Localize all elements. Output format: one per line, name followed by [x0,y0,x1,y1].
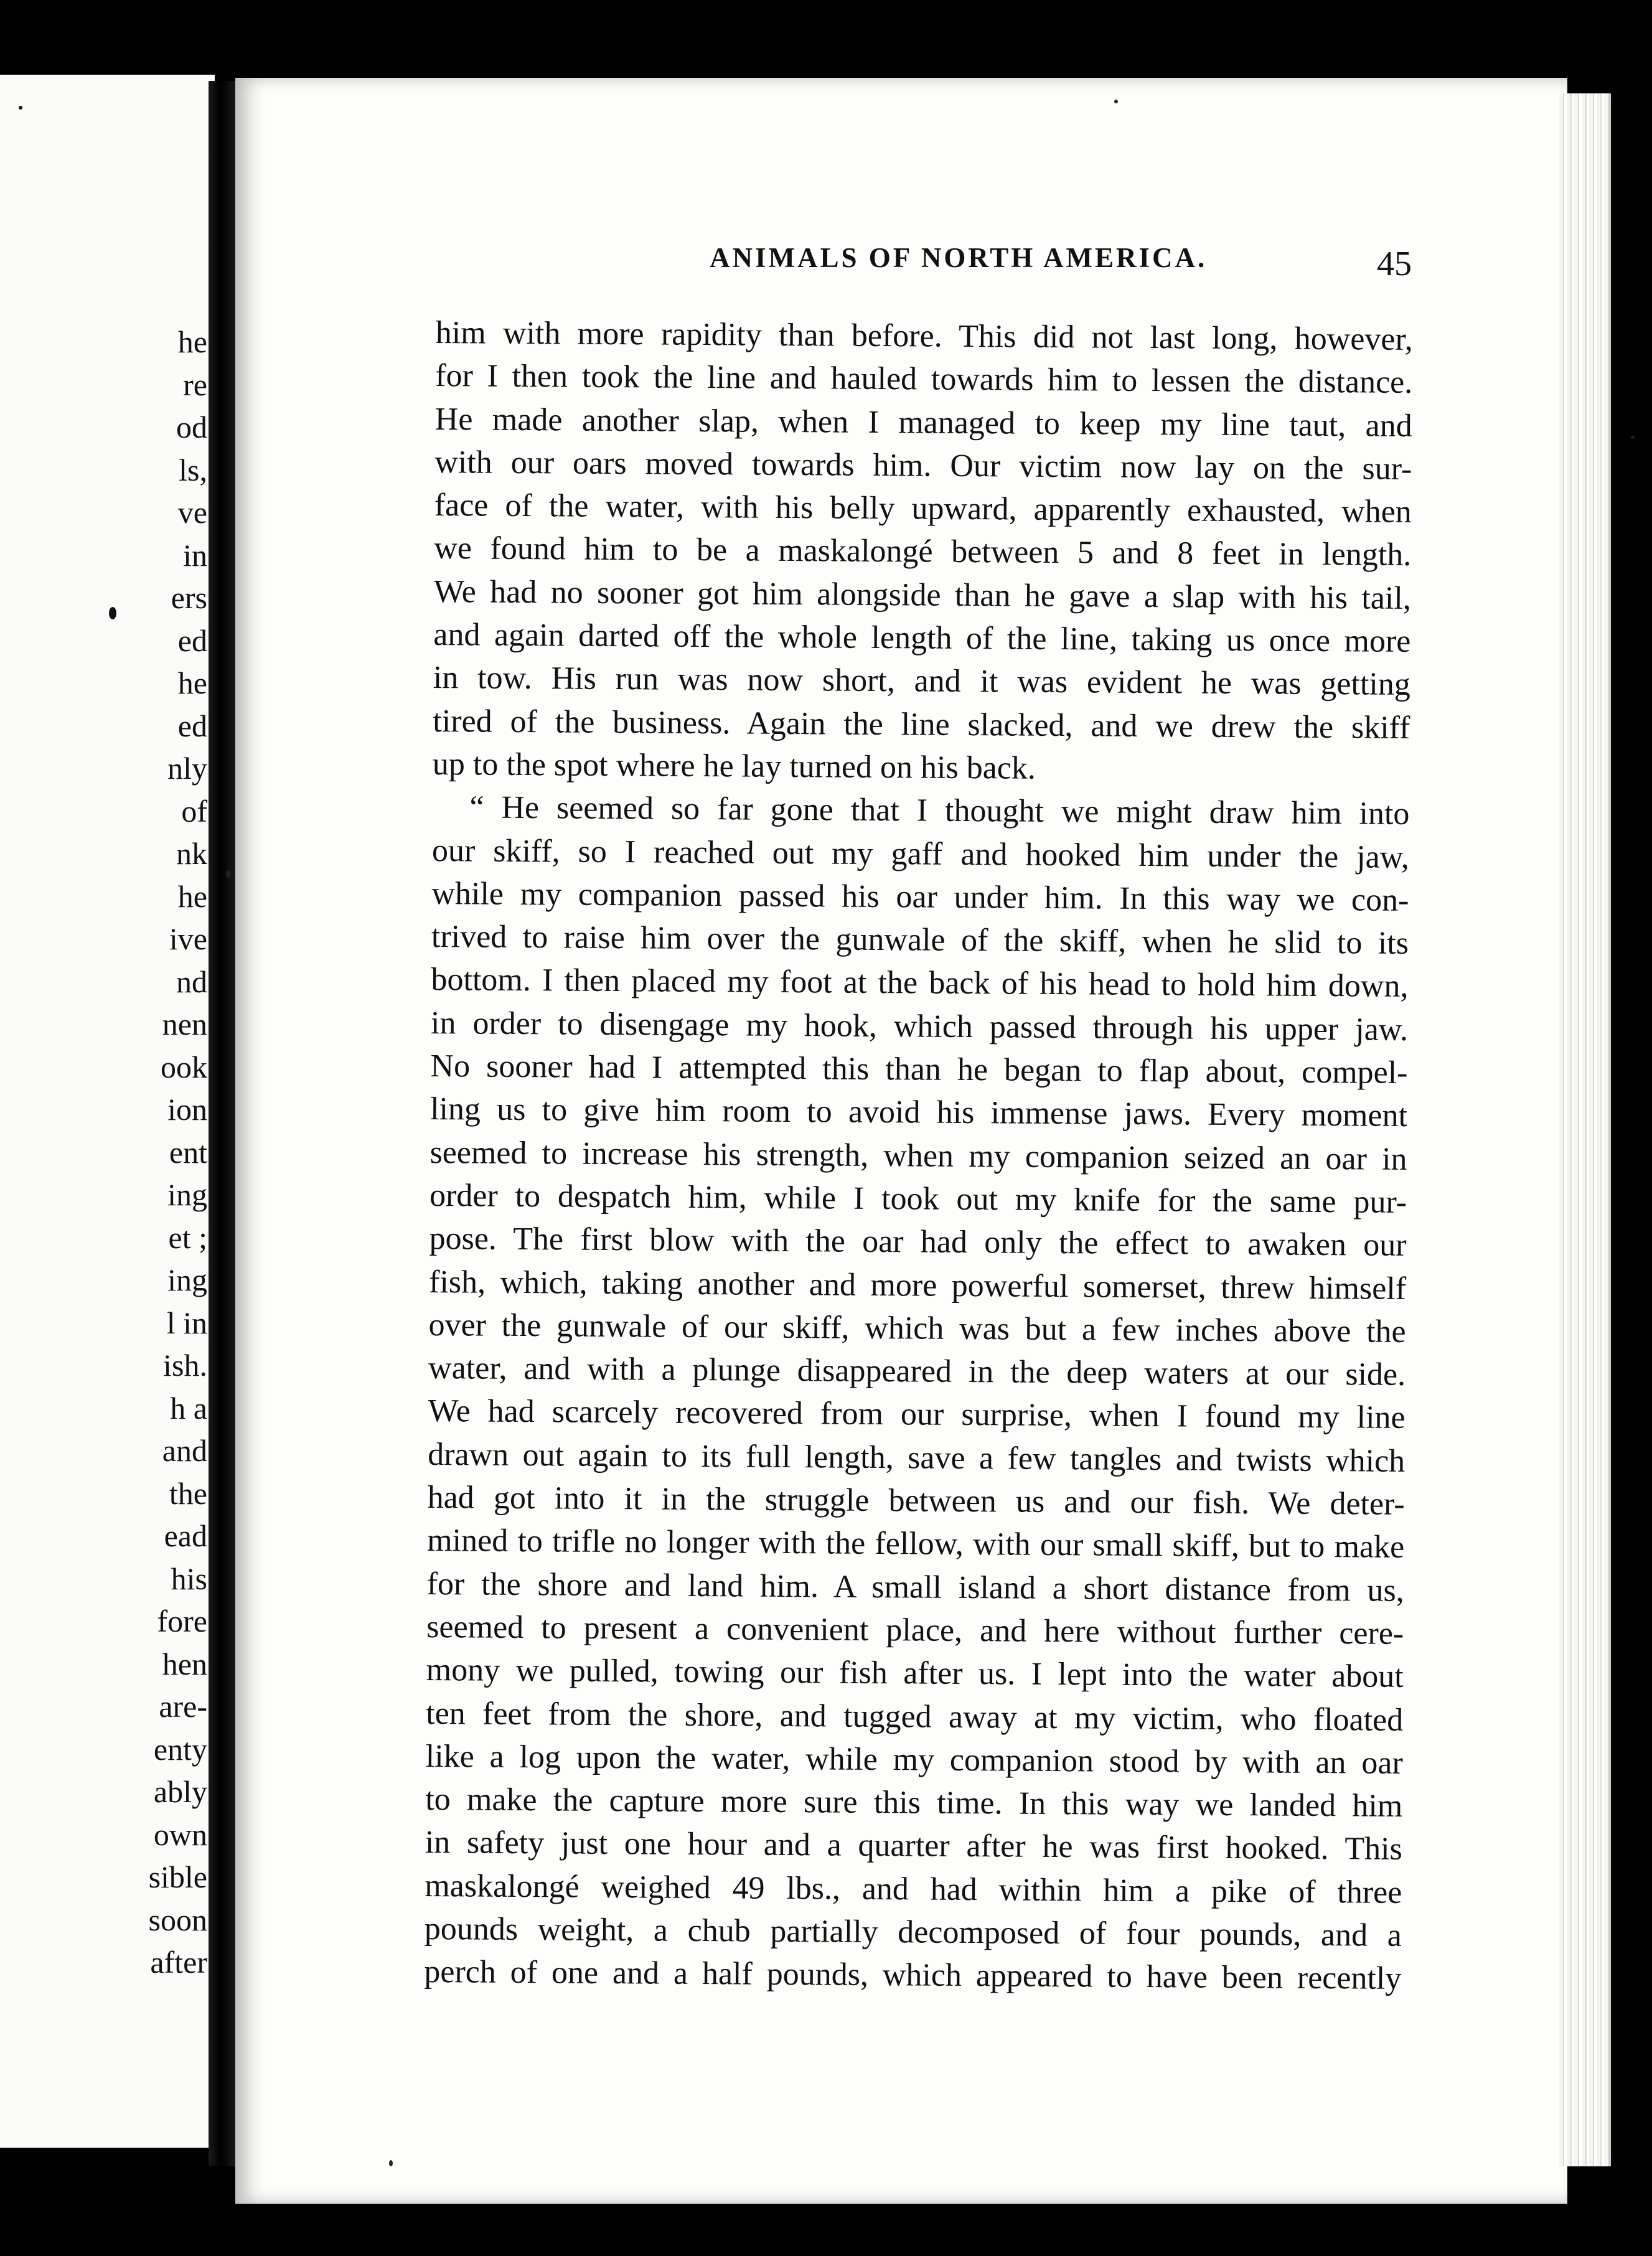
left-page-fragment: fore [157,1604,207,1638]
left-page-fragment: ls, [179,452,207,487]
left-page-fragment: ion [167,1092,207,1127]
left-page-fragment: ish. [163,1348,207,1383]
left-page-fragment: h a [170,1390,207,1426]
text-line: fish, which, taking another and more powerful somerset, threw himself [428,1264,1407,1307]
left-page-fragment: ing [167,1262,207,1297]
left-page-fragment: he [177,324,207,359]
page-number: 45 [1377,245,1412,283]
left-page-fragment: nk [176,836,207,871]
left-page-fragment: nd [176,964,207,999]
text-line: bottom. I then placed my foot at the back of his head to hold him down, [431,962,1409,1005]
ink-blot [109,607,116,619]
left-page-fragment: the [169,1475,207,1511]
text-line: perch of one and a half pounds, which appeared to have been recently [424,1954,1402,1997]
left-page-fragment: he [177,878,207,914]
left-page-fragment: ed [177,708,207,743]
text-line: ten feet from the shore, and tugged away at my victim, who floated [426,1695,1404,1738]
text-line: over the gunwale of our skiff, which was but a few inches above the [428,1307,1406,1350]
left-page-fragment: he [177,665,207,700]
left-page-fragment: nly [167,751,207,786]
text-line: for I then took the line and hauled towards him to lessen the distance. [435,358,1413,401]
text-line: No sooner had I attempted this than he began to flap about, compel- [430,1048,1408,1091]
text-line: with our oars moved towards him. Our victim now lay on the sur- [434,444,1412,487]
text-line: mony we pulled, towing our fish after us. I lept into the water about [426,1652,1404,1695]
left-facing-page [0,75,215,2148]
left-page-fragment: enty [153,1731,207,1767]
text-line: mined to trifle no longer with the fellow, with our small skiff, but to make [427,1523,1405,1566]
left-page-fragment: own [153,1817,207,1852]
left-page-fragment: after [150,1945,207,1980]
left-page-fragment: ead [164,1518,207,1553]
text-line: order to despatch him, while I took out my knife for the same pur- [429,1177,1407,1220]
left-page-fragment: ing [167,1177,207,1212]
text-line: seemed to increase his strength, when my companion seized an oar in [429,1134,1407,1177]
text-line: him with more rapidity than before. This did not last long, however, [435,314,1413,357]
text-line: up to the spot where he lay turned on his back. [432,746,1036,786]
ink-speck [226,870,231,878]
left-page-fragment: hen [162,1646,207,1681]
left-page-fragment: ers [171,580,207,615]
left-page-fragment: od [176,410,207,444]
text-line: He made another slap, when I managed to keep my line taut, and [434,401,1412,444]
left-page-fragment: sible [148,1859,207,1894]
text-line: tired of the business. Again the line slacked, and we drew the skiff [433,703,1410,746]
left-page-fragment: of [181,793,207,829]
text-line: in order to disengage my hook, which passed through his upper jaw. [430,1005,1409,1048]
ink-speck [389,2160,393,2166]
text-line: like a log upon the water, while my companion stood by with an oar [425,1738,1403,1781]
left-page-fragment: and [162,1433,207,1468]
left-page-fragment: l in [166,1305,207,1340]
text-line: for the shore and land him. A small island a short distance from us, [426,1566,1404,1609]
text-line: seemed to present a convenient place, and here without further cere- [426,1609,1404,1652]
text-line: We had no sooner got him alongside than he gave a slap with his tail, [433,573,1412,616]
text-line: pounds weight, a chub partially decomposed of four pounds, and a [424,1911,1402,1953]
text-line: We had scarcely recovered from our surprise, when I found my line [428,1393,1406,1436]
ink-speck [1114,100,1118,103]
text-line: and again darted off the whole length of the line, taking us once more [433,617,1411,660]
text-line: to make the capture more sure this time. In this way we landed him [425,1782,1403,1824]
text-line: while my companion passed his oar under him. In this way we con- [431,875,1409,918]
text-line: our skiff, so I reached out my gaff and hooked him under the jaw, [431,832,1410,875]
text-line: in safety just one hour and a quarter after he was first hooked. This [425,1825,1402,1868]
left-page-fragment: ed [177,623,207,658]
left-page-fragment: re [183,367,207,402]
left-page-fragment: ent [169,1134,207,1170]
body-text [424,311,1413,2000]
text-line: face of the water, with his belly upward, apparently exhausted, when [434,487,1412,530]
left-page-fragment: et ; [168,1220,207,1255]
left-page-fragment: ve [177,495,207,530]
left-page-fragment: in [183,537,207,573]
ink-speck [1631,436,1635,439]
text-line: water, and with a plunge disappeared in the deep waters at our side. [428,1350,1406,1393]
left-page-fragment: his [171,1561,207,1596]
running-head: ANIMALS OF NORTH AMERICA. [710,242,1208,273]
text-line: drawn out again to its full length, save a few tangles and twists which [427,1436,1406,1479]
left-page-fragment: ive [169,921,207,956]
left-page-fragment: nen [162,1007,207,1041]
ink-speck [19,106,22,110]
text-line: we found him to be a maskalongé between 5 and 8 feet in length. [434,530,1412,573]
page-edges [1559,93,1611,2166]
left-page-fragment: ably [153,1774,207,1809]
left-page-text-fragments [8,321,207,1984]
text-line: pose. The first blow with the oar had only the effect to awaken our [429,1221,1407,1264]
text-line: in tow. His run was now short, and it was evident he was getting [433,660,1411,703]
text-line: ling us to give him room to avoid his immense jaws. Every moment [429,1091,1408,1134]
text-line: maskalongé weighed 49 lbs., and had within him a pike of three [425,1868,1402,1911]
left-page-fragment: soon [148,1902,207,1937]
left-page-fragment: ook [161,1049,207,1084]
text-line: had got into it in the struggle between us and our fish. We deter- [427,1479,1405,1522]
text-line: trived to raise him over the gunwale of the skiff, when he slid to its [431,919,1409,962]
left-page-fragment: are- [159,1689,207,1724]
text-line: “ He seemed so far gone that I thought we might draw him into [469,789,1410,832]
